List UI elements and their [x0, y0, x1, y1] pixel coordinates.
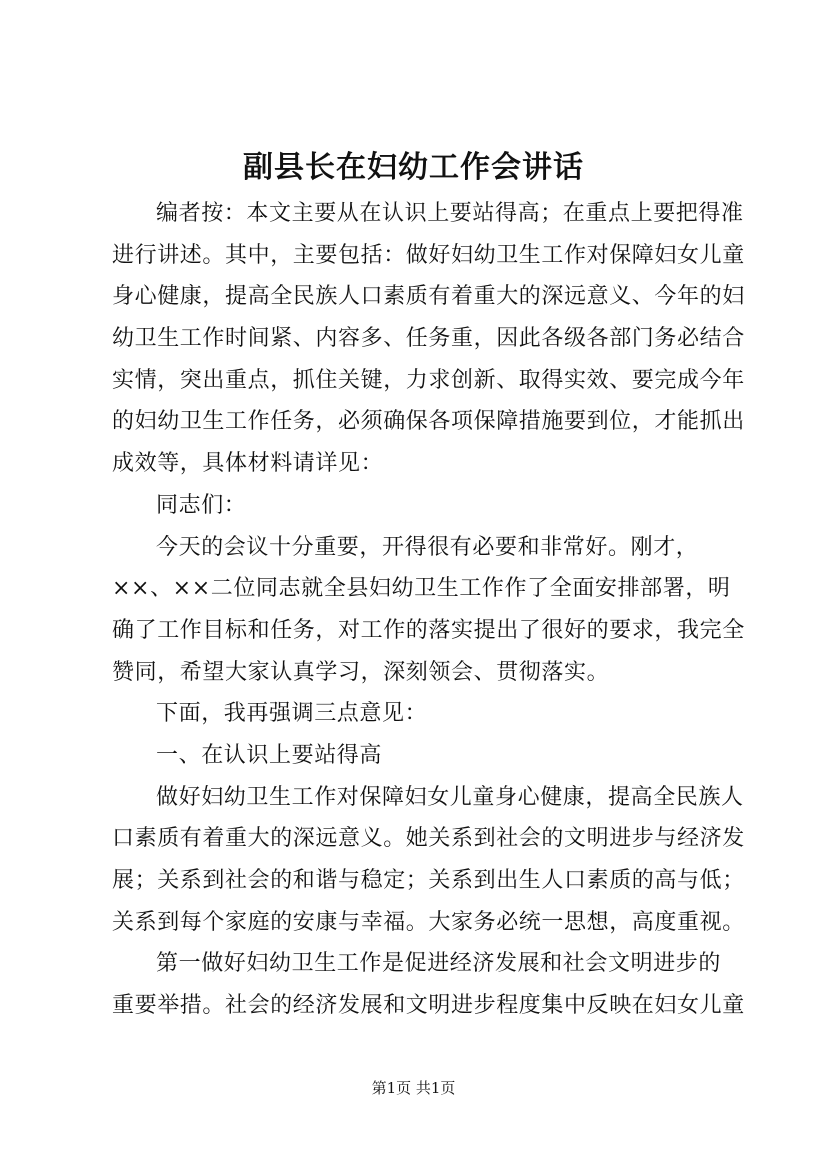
paragraph-line: 幼卫生工作时间紧、内容多、任务重，因此各级各部门务必结合 [112, 326, 745, 352]
paragraph-line: 做好妇幼卫生工作对保障妇女儿童身心健康，提高全民族人 [156, 784, 744, 810]
paragraph-line: 的妇幼卫生工作任务，必须确保各项保障措施要到位，才能抓出 [112, 409, 745, 435]
paragraph-line: 下面，我再强调三点意见： [156, 701, 428, 727]
page-number-footer: 第1页 共1页 [371, 1079, 456, 1097]
paragraph-line: ××、××二位同志就全县妇幼卫生工作作了全面安排部署，明 [112, 576, 731, 602]
paragraph-line: 进行讲述。其中，主要包括：做好妇幼卫生工作对保障妇女儿童 [112, 242, 745, 268]
paragraph-line: 展；关系到社会的和谐与稳定；关系到出生人口素质的高与低； [112, 868, 745, 893]
paragraph-line: 编者按：本文主要从在认识上要站得高；在重点上要把得准 [156, 201, 744, 226]
document-title: 副县长在妇幼工作会讲话 [243, 150, 584, 185]
document-body [112, 193, 745, 1027]
paragraph-line: 关系到每个家庭的安康与幸福。大家务必统一思想，高度重视。 [112, 909, 745, 935]
paragraph-line: 确了工作目标和任务，对工作的落实提出了很好的要求，我完全 [112, 617, 745, 643]
paragraph-line: 成效等，具体材料请详见： [112, 451, 384, 477]
section-heading: 一、在认识上要站得高 [156, 742, 383, 768]
paragraph-line: 身心健康，提高全民族人口素质有着重大的深远意义、今年的妇 [112, 284, 745, 310]
paragraph-line: 赞同，希望大家认真学习，深刻领会、贯彻落实。 [112, 659, 610, 685]
paragraph-line: 口素质有着重大的深远意义。她关系到社会的文明进步与经济发 [112, 826, 745, 852]
paragraph-line: 实情，突出重点，抓住关键，力求创新、取得实效、要完成今年 [112, 367, 745, 393]
paragraph-line: 今天的会议十分重要，开得很有必要和非常好。刚才， [156, 534, 699, 560]
paragraph-line: 第一做好妇幼卫生工作是促进经济发展和社会文明进步的 [156, 951, 722, 977]
paragraph-line: 重要举措。社会的经济发展和文明进步程度集中反映在妇女儿童 [112, 993, 745, 1019]
paragraph-line: 同志们： [156, 492, 247, 518]
